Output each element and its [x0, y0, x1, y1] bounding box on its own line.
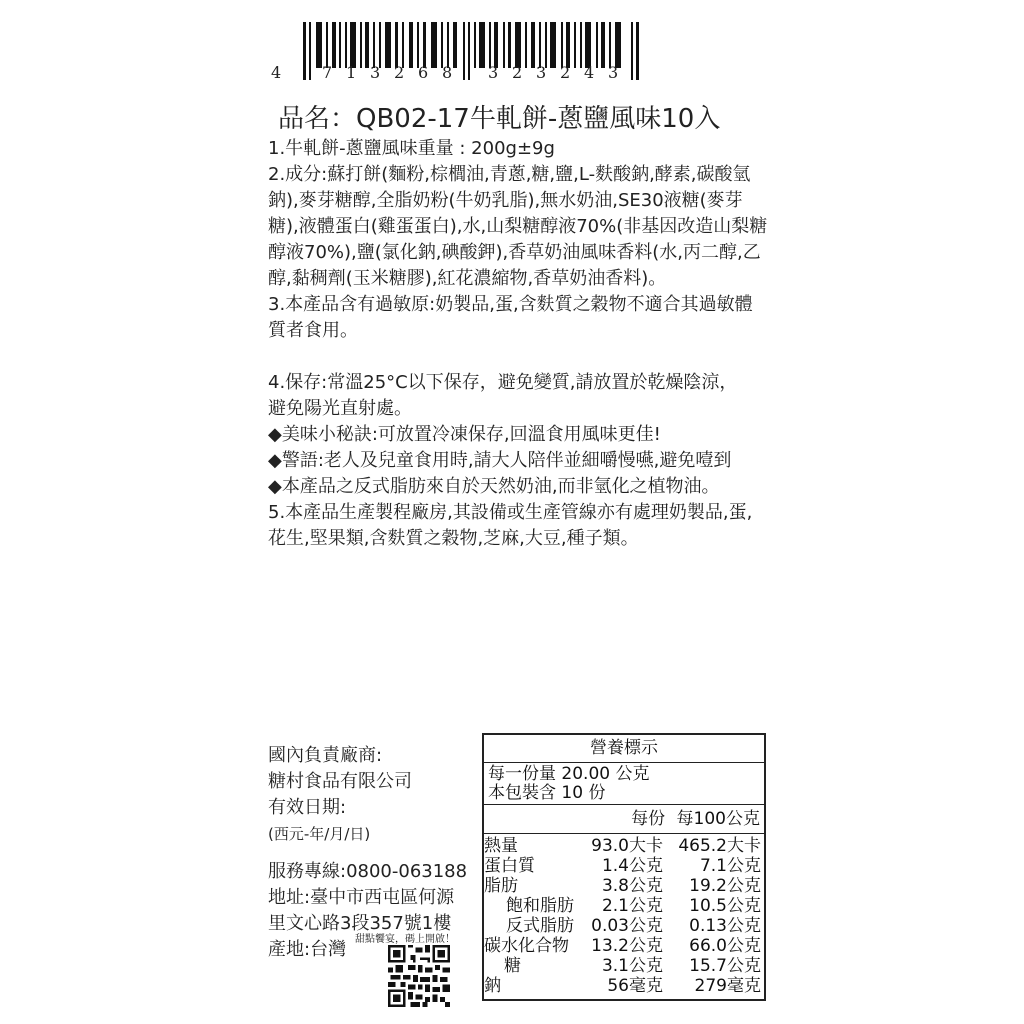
col-per-serving: 每份	[631, 809, 666, 829]
table-row	[484, 896, 764, 916]
per-serving-value: 3.8公克	[601, 876, 663, 896]
per-100g-value: 66.0公克	[689, 936, 761, 956]
nutrient-name: 反式脂肪	[506, 916, 574, 936]
col-per-100g: 每100公克	[676, 809, 760, 829]
storage-notice: 4.保存:常溫25°C以下保存，避免變質,請放置於乾燥陰涼，避免陽光直射處。	[268, 372, 738, 419]
table-row	[484, 936, 764, 956]
per-100g-value: 7.1公克	[699, 856, 761, 876]
nutrient-name: 蛋白質	[484, 856, 535, 876]
origin: 產地:台灣	[268, 939, 347, 960]
barcode-digit: 4	[584, 63, 595, 82]
product-title: 品名：QB02-17牛軋餅-蔥鹽風味10入	[278, 104, 721, 134]
barcode-digit: 3	[370, 63, 381, 82]
table-row	[484, 836, 764, 856]
barcode-digit: 6	[418, 63, 429, 82]
per-100g-value: 279毫克	[694, 976, 761, 996]
qr-caption: 甜點饗宴，碼上開啟！	[355, 934, 455, 945]
per-serving-value: 56毫克	[607, 976, 663, 996]
maker-company: 糖村食品有限公司	[268, 771, 412, 792]
expiry-label: 有效日期:	[268, 797, 347, 818]
maker-label: 國內負責廠商:	[268, 745, 383, 766]
barcode-digit: 3	[608, 63, 619, 82]
address-line-1: 地址:臺中市西屯區何源	[268, 887, 455, 908]
per-100g-value: 0.13公克	[689, 916, 761, 936]
nutrition-table	[484, 836, 764, 996]
per-serving-value: 2.1公克	[601, 896, 663, 916]
per-serving-value: 93.0大卡	[591, 836, 663, 856]
allergen-notice: 3.本產品含有過敏原:奶製品,蛋,含麩質之穀物不適合其過敏體質者食用。	[268, 294, 753, 341]
barcode-digit: 8	[442, 63, 453, 82]
per-serving-value: 3.1公克	[601, 956, 663, 976]
net-weight: 1.牛軋餅-蔥鹽風味重量 : 200g±9g	[268, 138, 555, 159]
barcode-digit: 3	[536, 63, 547, 82]
table-row	[484, 876, 764, 896]
barcode-digit: 2	[394, 63, 405, 82]
tip-frozen: ◆美味小秘訣:可放置冷凍保存,回溫食用風味更佳!	[268, 424, 661, 445]
facility-notice: 5.本產品生產製程廠房,其設備或生產管線亦有處理奶製品,蛋,花生,堅果類,含麩質之穀物,芝麻,大豆,種子類。	[268, 502, 753, 549]
nutrition-column-headers	[484, 805, 764, 834]
ingredients-block	[268, 136, 768, 552]
nutrition-serving-info	[484, 763, 764, 805]
nutrient-name: 熱量	[484, 836, 518, 856]
expiry-format: (西元-年/月/日)	[268, 825, 371, 843]
nutrient-name: 糖	[504, 956, 521, 976]
service-hotline: 服務專線:0800-063188	[268, 861, 468, 882]
tip-trans-fat: ◆本產品之反式脂肪來自於天然奶油,而非氫化之植物油。	[268, 476, 720, 497]
per-100g-value: 465.2大卡	[678, 836, 761, 856]
qr-code[interactable]	[388, 945, 450, 1007]
barcode-digit: 7	[322, 63, 333, 82]
table-row	[484, 916, 764, 936]
barcode-digit: 4	[271, 63, 282, 82]
per-100g-value: 10.5公克	[689, 896, 761, 916]
serving-size: 每一份量 20.00 公克	[488, 764, 650, 784]
barcode-digit: 3	[488, 63, 499, 82]
per-serving-value: 1.4公克	[601, 856, 663, 876]
barcode-digit: 2	[512, 63, 523, 82]
table-row	[484, 956, 764, 976]
nutrient-name: 鈉	[484, 976, 501, 996]
per-serving-value: 13.2公克	[591, 936, 663, 956]
nutrition-title: 營養標示	[484, 735, 764, 763]
per-serving-value: 0.03公克	[591, 916, 663, 936]
table-row	[484, 856, 764, 876]
per-100g-value: 19.2公克	[689, 876, 761, 896]
nutrient-name: 飽和脂肪	[506, 896, 574, 916]
tip-warning: ◆警語:老人及兒童食用時,請大人陪伴並細嚼慢嚥,避免噎到	[268, 450, 732, 471]
per-100g-value: 15.7公克	[689, 956, 761, 976]
ingredients-list: 2.成分:蘇打餅(麵粉,棕櫚油,青蔥,糖,鹽,L-麩酸鈉,酵素,碳酸氫鈉),麥芽糖醇,全脂奶粉(牛奶乳脂),無水奶油,SE30液糖(麥芽糖),液體蛋白(雞蛋蛋白),水,山梨糖醇液70%(非基因改造山梨糖醇液70%),鹽(氯化鈉,碘酸鉀),香草奶油風味香料(水,丙二醇,乙醇,黏稠劑(玉米糖膠),紅花濃縮物,香草奶油香料)。	[268, 164, 768, 289]
servings-per-package: 本包裝含 10 份	[488, 783, 606, 803]
address-line-2: 里文心路3段357號1樓	[268, 913, 452, 934]
nutrition-facts-panel	[482, 733, 766, 1001]
nutrient-name: 碳水化合物	[484, 936, 569, 956]
table-row	[484, 976, 764, 996]
nutrient-name: 脂肪	[484, 876, 518, 896]
barcode-digit: 2	[560, 63, 571, 82]
barcode-digit: 1	[346, 63, 357, 82]
